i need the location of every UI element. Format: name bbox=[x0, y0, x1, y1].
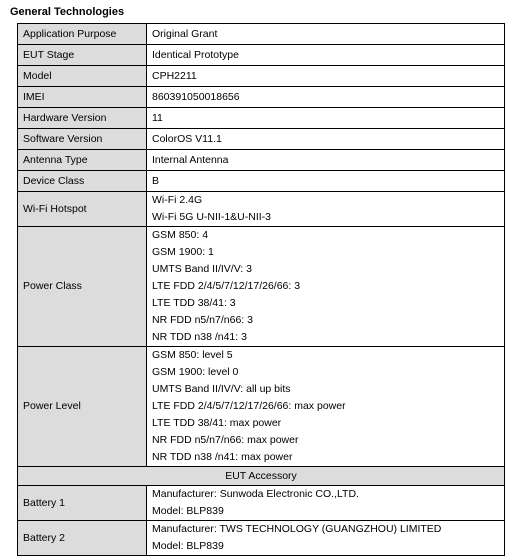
row-label: Model bbox=[18, 66, 147, 87]
row-label: Application Purpose bbox=[18, 24, 147, 45]
table-row-model bbox=[18, 66, 505, 87]
value-line: Manufacturer: Sunwoda Electronic CO.,LTD. bbox=[152, 488, 359, 500]
value-line: NR TDD n38 /n41: 3 bbox=[152, 331, 247, 343]
row-value bbox=[147, 108, 505, 129]
table-row-power-class bbox=[18, 227, 505, 347]
value-line: Manufacturer: TWS TECHNOLOGY (GUANGZHOU) LIMITED bbox=[152, 523, 442, 535]
row-label: Hardware Version bbox=[18, 108, 147, 129]
row-value bbox=[147, 24, 505, 45]
value-line: GSM 850: 4 bbox=[152, 229, 209, 241]
row-label: Antenna Type bbox=[18, 150, 147, 171]
value-line: LTE FDD 2/4/5/7/12/17/26/66: 3 bbox=[152, 280, 301, 292]
value-line: LTE TDD 38/41: 3 bbox=[152, 297, 236, 309]
row-value bbox=[147, 486, 505, 521]
value-line: UMTS Band II/IV/V: all up bits bbox=[152, 383, 291, 395]
row-value bbox=[147, 521, 505, 556]
row-value bbox=[147, 45, 505, 66]
row-value bbox=[147, 150, 505, 171]
value-line: 860391050018656 bbox=[152, 90, 240, 103]
row-value bbox=[147, 129, 505, 150]
value-line: CPH2211 bbox=[152, 69, 197, 82]
value-line: Wi-Fi 2.4G bbox=[152, 194, 203, 206]
value-line: 11 bbox=[152, 111, 163, 124]
spec-table-body bbox=[18, 24, 505, 556]
row-value bbox=[147, 171, 505, 192]
value-line: Wi-Fi 5G U-NII-1&U-NII-3 bbox=[152, 211, 271, 223]
row-label: Wi-Fi Hotspot bbox=[18, 192, 147, 227]
row-label: EUT Stage bbox=[18, 45, 147, 66]
value-line: NR FDD n5/n7/n66: 3 bbox=[152, 314, 253, 326]
value-line: NR FDD n5/n7/n66: max power bbox=[152, 434, 299, 446]
row-label: Software Version bbox=[18, 129, 147, 150]
value-line: Original Grant bbox=[152, 27, 218, 40]
row-label: Power Level bbox=[18, 347, 147, 467]
accessory-section-title: EUT Accessory bbox=[18, 467, 505, 486]
row-value bbox=[147, 66, 505, 87]
row-label: IMEI bbox=[18, 87, 147, 108]
value-line: NR TDD n38 /n41: max power bbox=[152, 451, 293, 463]
table-row-battery-2 bbox=[18, 521, 505, 556]
value-line: GSM 1900: 1 bbox=[152, 246, 214, 258]
table-row-application-purpose bbox=[18, 24, 505, 45]
row-value bbox=[147, 87, 505, 108]
table-row-antenna-type bbox=[18, 150, 505, 171]
row-label: Battery 1 bbox=[18, 486, 147, 521]
value-line: GSM 850: level 5 bbox=[152, 349, 233, 361]
value-line: LTE TDD 38/41: max power bbox=[152, 417, 282, 429]
spec-table bbox=[17, 23, 505, 556]
value-line: GSM 1900: level 0 bbox=[152, 366, 239, 378]
row-label: Device Class bbox=[18, 171, 147, 192]
value-line: ColorOS V11.1 bbox=[152, 132, 222, 145]
table-row-software-version bbox=[18, 129, 505, 150]
table-row-eut-stage bbox=[18, 45, 505, 66]
table-row-imei bbox=[18, 87, 505, 108]
table-row-power-level bbox=[18, 347, 505, 467]
row-label: Battery 2 bbox=[18, 521, 147, 556]
row-value bbox=[147, 227, 505, 347]
value-line: LTE FDD 2/4/5/7/12/17/26/66: max power bbox=[152, 400, 346, 412]
row-value bbox=[147, 347, 505, 467]
table-row-device-class bbox=[18, 171, 505, 192]
value-line: B bbox=[152, 174, 160, 187]
table-row-wi-fi-hotspot bbox=[18, 192, 505, 227]
value-line: Model: BLP839 bbox=[152, 505, 224, 517]
section-title: General Technologies bbox=[10, 6, 125, 18]
value-line: Identical Prototype bbox=[152, 48, 239, 61]
value-line: Internal Antenna bbox=[152, 153, 229, 166]
accessory-section-row bbox=[18, 467, 505, 486]
table-row-battery-1 bbox=[18, 486, 505, 521]
value-line: UMTS Band II/IV/V: 3 bbox=[152, 263, 252, 275]
row-value bbox=[147, 192, 505, 227]
value-line: Model: BLP839 bbox=[152, 540, 224, 552]
table-row-hardware-version bbox=[18, 108, 505, 129]
row-label: Power Class bbox=[18, 227, 147, 347]
